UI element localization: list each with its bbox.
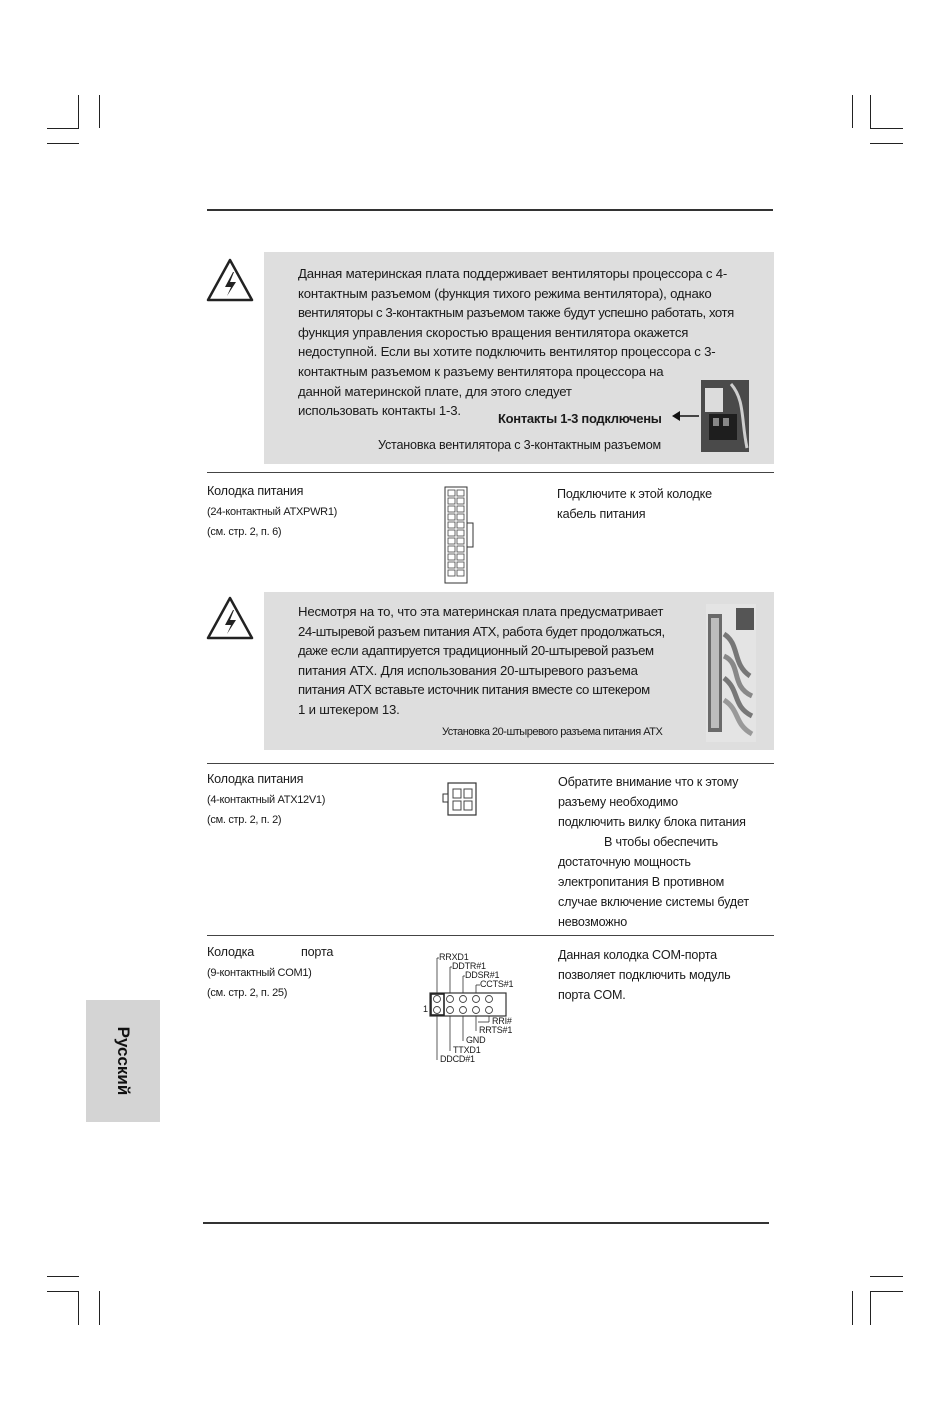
crop-mark — [47, 1276, 79, 1277]
language-tab — [86, 1000, 160, 1122]
note-atx20-line: питания ATX вставьте источник питания вместе со штекером — [298, 682, 650, 698]
atxpwr-sub: (24-контактный ATXPWR1) — [207, 506, 337, 518]
atx20-caption: Установка 20-штыревого разъема питания ATX — [442, 726, 663, 738]
atx12v-connector-diagram — [438, 782, 480, 821]
note-atx20-line: 24-штыревой разъем питания ATX, работа будет продолжаться, — [298, 623, 665, 639]
note-fan-line: данной материнской плате, для этого следует — [298, 383, 572, 399]
note-fan-line: Данная материнская плата поддерживает вентиляторы процессора с 4- — [298, 266, 728, 281]
com-pin-label: CCTS#1 — [480, 979, 514, 989]
com-pin-label: GND — [466, 1035, 486, 1045]
atxpwr-desc-line: Подключите к этой колодке — [557, 487, 712, 501]
note-fan-line: недоступной. Если вы хотите подключить вентилятор процессора с 3- — [298, 344, 716, 360]
atx12v-desc-line: невозможно — [558, 915, 628, 929]
callout-arrow-icon — [672, 410, 700, 429]
atx12v-desc-line: случае включение системы будет — [558, 895, 749, 909]
crop-mark — [78, 1291, 79, 1325]
crop-mark — [78, 95, 79, 128]
atxpwr-desc-line: кабель питания — [557, 507, 646, 521]
atx12v-desc — [558, 772, 774, 932]
atx24-connector-diagram — [444, 486, 478, 589]
footer-rule — [203, 1222, 769, 1224]
note-atx20-line: питания ATX. Для использования 20-штыревого разъема — [298, 662, 638, 678]
com-title-b: порта — [301, 945, 334, 959]
note-fan-line: функция управления скоростью вращения вентилятора окажется — [298, 324, 689, 340]
com-pin-label: TTXD1 — [453, 1045, 481, 1055]
crop-mark — [47, 143, 79, 144]
atx12v-ref: (см. стр. 2, п. 2) — [207, 814, 282, 826]
crop-mark — [99, 95, 100, 128]
warning-icon — [205, 594, 255, 644]
com-desc-line: позволяет подключить модуль — [558, 968, 731, 982]
crop-mark — [870, 95, 871, 128]
atx12v-desc-line: В чтобы обеспечить — [604, 835, 718, 849]
crop-mark — [47, 1291, 79, 1292]
crop-mark — [870, 1276, 903, 1277]
com-pin-label: RRXD1 — [439, 952, 469, 962]
atx12v-desc-line: Обратите внимание что к этому — [558, 775, 739, 789]
note-fan-line: контактным разъемом к разъему вентилятора процессора на — [298, 363, 664, 379]
note-atx20-line: 1 и штекером 13. — [298, 701, 400, 717]
crop-mark — [870, 1291, 871, 1325]
note-fan-line: использовать контакты 1-3. — [298, 403, 461, 419]
com-desc — [558, 945, 731, 1005]
atx12v-desc-line: подключить вилку блока питания — [558, 815, 746, 829]
atx12v-desc-line: разъему необходимо — [558, 795, 678, 809]
atx12v-title: Колодка питания — [207, 772, 304, 786]
warning-icon — [205, 256, 255, 306]
atx12v-sub: (4-контактный ATX12V1) — [207, 794, 326, 806]
crop-mark — [47, 128, 79, 129]
section-divider — [207, 763, 774, 764]
header-rule — [207, 209, 773, 211]
com-desc-line: порта COM. — [558, 988, 626, 1002]
crop-mark — [870, 1291, 903, 1292]
com-pin-label: RRTS#1 — [479, 1025, 513, 1035]
com-header-diagram — [420, 948, 530, 1068]
section-divider — [207, 472, 774, 473]
com-title-a: Колодка — [207, 945, 255, 959]
atxpwr-desc — [557, 484, 712, 524]
com-ref: (см. стр. 2, п. 25) — [207, 987, 288, 999]
fan-connector-photo — [701, 380, 749, 452]
pins-callout: Контакты 1-3 подключены — [498, 411, 662, 426]
fan-caption: Установка вентилятора с 3-контактным разъемом — [378, 438, 662, 452]
com-desc-line: Данная колодка COM-порта — [558, 948, 717, 962]
com-pin-label: DDCD#1 — [440, 1054, 475, 1064]
language-tab-label: Русский — [114, 1026, 133, 1096]
com-sub: (9-контактный COM1) — [207, 967, 312, 979]
crop-mark — [852, 1291, 853, 1325]
atx12v-desc-line: достаточную мощность — [558, 855, 691, 869]
com-pin-label: DDTR#1 — [452, 961, 486, 971]
crop-mark — [852, 95, 853, 128]
note-fan-line: контактным разъемом (функция тихого режима вентилятора), однако — [298, 285, 712, 301]
crop-mark — [870, 143, 903, 144]
crop-mark — [99, 1291, 100, 1325]
crop-mark — [870, 128, 903, 129]
section-divider — [207, 935, 774, 936]
note-atx20-line: даже если адаптируется традиционный 20-штыревой разъем — [298, 643, 654, 659]
com-pin-label: RRI# — [492, 1016, 512, 1026]
com-pin-one: 1 — [423, 1004, 429, 1014]
note-atx20-line: Несмотря на то, что эта материнская плата предусматривает — [298, 604, 664, 619]
com-pin-label: DDSR#1 — [465, 970, 500, 980]
atxpwr-ref: (см. стр. 2, п. 6) — [207, 526, 282, 538]
note-fan-line: вентиляторы с 3-контактным разъемом также будут успешно работать, хотя — [298, 305, 734, 321]
atx20-photo — [706, 604, 756, 742]
atx12v-desc-line: электропитания В противном — [558, 875, 725, 889]
note-atx20-text — [298, 602, 698, 720]
atxpwr-title: Колодка питания — [207, 484, 304, 498]
